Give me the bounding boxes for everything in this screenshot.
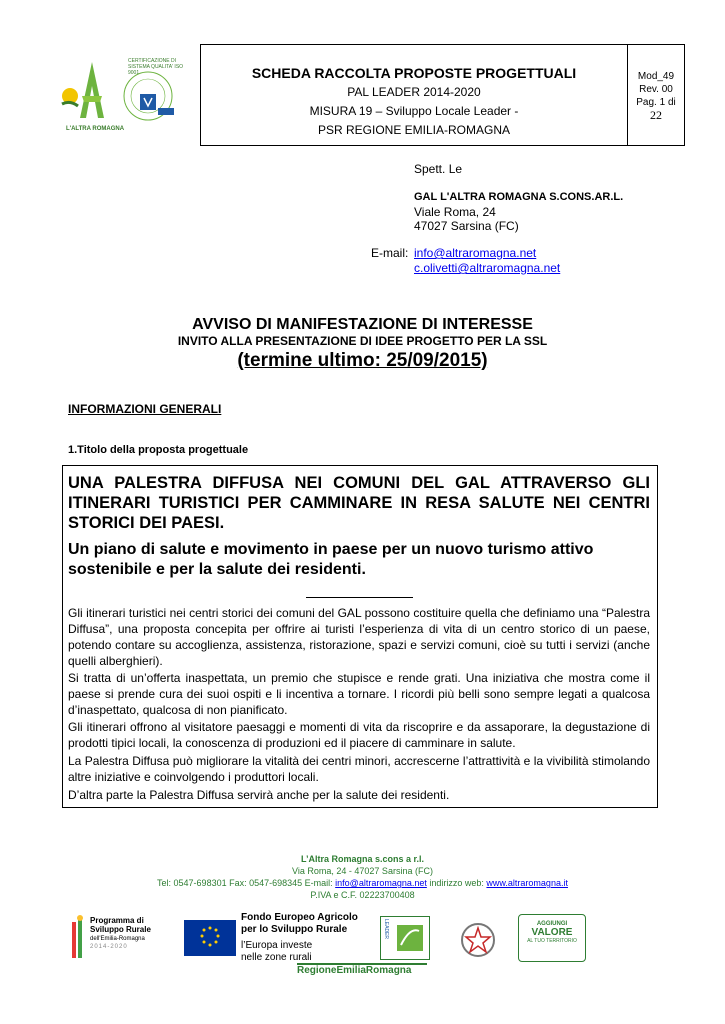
mod-number: Mod_49 [637,71,675,82]
email-link-info[interactable]: info@altraromagna.net [414,246,537,260]
salutation: Spett. Le [414,162,463,176]
divider [306,597,413,598]
eu-flag-icon [184,920,236,956]
proposal-title: UNA PALESTRA DIFFUSA NEI COMUNI DEL GAL ATTRAVERSO GLI ITINERARI TURISTICI PER CAMMINARE IN RESA SALUTE NEI CENTRI STORICI DEI PAESI. [68,474,650,532]
email-label: E-mail: [371,246,409,260]
recipient-street: Viale Roma, 24 [414,205,496,219]
recipient-org: GAL L'ALTRA ROMAGNA S.CONS.AR.L. [414,191,624,203]
notice-deadline: (termine ultimo: 25/09/2015) [237,350,488,371]
psr-sub: dell'Emilia-Romagna [90,936,145,942]
psr-title: Programma di Sviluppo Rurale [90,916,151,934]
header-line-2: PAL LEADER 2014-2020 [347,85,481,99]
footer-street: Via Roma, 24 - 47027 Sarsina (FC) [292,866,433,876]
header-line-3: MISURA 19 – Sviluppo Locale Leader - [309,104,519,118]
notice-subtitle: INVITO ALLA PRESENTAZIONE DI IDEE PROGETTO PER LA SSL [177,334,548,348]
region-logo: RegioneEmiliaRomagna [297,963,427,979]
psr-years: 2014-2020 [90,944,128,950]
leader-logo: LEADER [380,916,430,960]
psr-logo [70,912,170,962]
footer-email-link[interactable]: info@altraromagna.net [335,878,427,888]
email-link-olivetti[interactable]: c.olivetti@altraromagna.net [414,261,561,275]
altra-romagna-logo [52,56,182,136]
revision: Rev. 00 [639,84,673,95]
form-title: SCHEDA RACCOLTA PROPOSTE PROGETTUALI [251,65,577,81]
paragraph: Si tratta di un’offerta inaspettata, un premio che stupisce e rende grati. Una iniziativa che mostra come il paese si prende cura dei suoi ospiti e li incentiva a tornare. I ricordi più belli sono sempre legati a qualcosa d’inaspettato, qualcosa di non pianificato. [68,671,650,717]
paragraph: D’altra parte la Palestra Diffusa servirà anche per la salute dei residenti. [68,788,450,802]
aggiungi-valore-logo: AGGIUNGI VALORE AL TUO TERRITORIO [518,914,586,962]
italian-emblem-icon [458,918,498,962]
proposal-subtitle: Un piano di salute e movimento in paese per un nuovo turismo attivo sostenibile e per la salute dei residenti. [68,541,594,578]
field-label-title: 1.Titolo della proposta progettuale [68,444,249,456]
paragraph: Gli itinerari turistici nei centri storici dei comuni del GAL possono costituire quella che definiamo una “Palestra Diffusa”, una proposta concepita per offrire ai turisti l’esperienza di vita di un centro storico di un paese, potendo contare su accoglienza, assistenza, ristorazione, spazi e servizi comuni, cioè su tutti i servizi (anche quelli alberghieri). [68,606,650,668]
footer-contacts: Tel: 0547-698301 Fax: 0547-698345 E-mail: info@altraromagna.net indirizzo web: www.altraromagna.it [157,878,568,888]
notice-title: AVVISO DI MANIFESTAZIONE DI INTERESSE [192,316,533,333]
document-info-box [628,44,685,146]
recipient-city: 47027 Sarsina (FC) [414,219,519,233]
paragraph: La Palestra Diffusa può migliorare la vitalità dei centri minori, accrescerne l’attrattività e la vivibilità stimolando altre iniziative e coinvolgendo i produttori locali. [68,754,650,784]
header-title-box [200,44,628,146]
header-line-4: PSR REGIONE EMILIA-ROMAGNA [317,123,511,137]
footer-company: L’Altra Romagna s.cons a r.l. [300,854,425,864]
paragraph: Gli itinerari offrono al visitatore paesaggi e momenti di vita da riscoprire e da assaporare, la degustazione di prodotti tipici locali, la conoscenza di produzioni ed il piacere di camminare in salute. [68,720,650,750]
section-heading: INFORMAZIONI GENERALI [68,402,222,416]
eafrd-text: Fondo Europeo Agricolo per lo Sviluppo Rurale l’Europa investe nelle zone rurali [241,912,358,963]
logo-caption: L'ALTRA ROMAGNA [66,126,125,132]
cert-text: CERTIFICAZIONE DI SISTEMA QUALITA' ISO 9001 [128,58,184,76]
footer-vat: P.IVA e C.F. 02223700408 [310,890,415,900]
page-total: 22 [650,108,662,122]
footer-web-link[interactable]: www.altraromagna.it [486,878,568,888]
page-label: Pag. 1 di [636,97,676,108]
